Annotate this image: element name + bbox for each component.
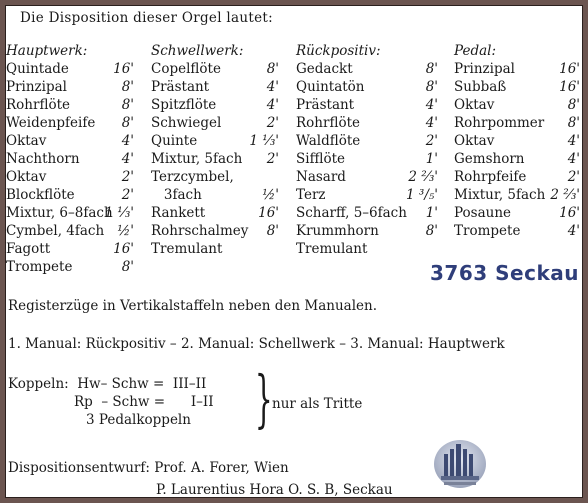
stop-pitch: 8' (425, 61, 438, 77)
stop-row (296, 240, 438, 258)
stop-name: Oktav (454, 133, 495, 149)
stop-pitch: 16' (113, 241, 134, 257)
stop-name: Spitzflöte (151, 97, 217, 113)
stop-name: Copelflöte (151, 61, 221, 77)
stop-name: Prästant (151, 79, 210, 95)
stop-name: Oktav (454, 97, 495, 113)
stop-row (6, 204, 134, 222)
stop-name: Terzcymbel, (151, 169, 234, 185)
division-pedal (454, 42, 580, 240)
coupler-line: 3 Pedalkoppeln (86, 412, 191, 428)
stop-pitch: 8' (121, 259, 134, 275)
stop-name: Nachthorn (6, 151, 80, 167)
stop-row (454, 150, 580, 168)
stop-name: Mixtur, 5fach (151, 151, 243, 167)
stop-pitch: 2' (567, 169, 580, 185)
stop-pitch: 4' (425, 115, 438, 131)
stop-row (454, 186, 580, 204)
stop-pitch: 16' (113, 61, 134, 77)
stop-row (151, 222, 279, 240)
stop-pitch: 8' (121, 79, 134, 95)
stop-pitch: 16' (559, 61, 580, 77)
stop-pitch: 2' (266, 151, 279, 167)
coupler-line: Koppeln: Hw– Schw = III–II (8, 376, 207, 392)
stop-row (151, 150, 279, 168)
stop-name: Quinte (151, 133, 198, 149)
stop-name: Prinzipal (454, 61, 515, 77)
coupler-line: Rp – Schw = I–II (74, 394, 214, 410)
stop-name: Sifflöte (296, 151, 346, 167)
stop-name: Trompete (454, 223, 521, 239)
stop-row (151, 168, 279, 186)
couplers-block (8, 375, 214, 429)
stop-pitch: 8' (567, 97, 580, 113)
division-title: Rückpositiv: (296, 43, 381, 59)
stop-row (6, 78, 134, 96)
division-schwellwerk (151, 42, 279, 258)
stop-pitch: ½' (262, 187, 279, 203)
stop-name: Krummhorn (296, 223, 379, 239)
stop-row (151, 96, 279, 114)
stop-pitch: 1' (425, 205, 438, 221)
organ-pipes-emblem-icon (432, 438, 488, 490)
stop-name: Rankett (151, 205, 206, 221)
manuals-line: 1. Manual: Rückpositiv – 2. Manual: Schellwerk – 3. Manual: Hauptwerk (8, 336, 505, 352)
stop-row (454, 60, 580, 78)
stop-row (6, 240, 134, 258)
stop-row (151, 114, 279, 132)
stop-name: Rohrschalmey (151, 223, 249, 239)
stop-name: Mixtur, 5fach (454, 187, 546, 203)
stop-row (6, 96, 134, 114)
stop-row (151, 60, 279, 78)
stop-row (296, 168, 438, 186)
stop-name: Rohrpommer (454, 115, 545, 131)
stop-row (454, 78, 580, 96)
stop-name: Tremulant (296, 241, 368, 257)
stop-row (296, 114, 438, 132)
stop-name: Scharff, 5–6fach (296, 205, 407, 221)
stop-pitch: 1 ⅓' (104, 205, 134, 221)
stop-pitch: 4' (567, 133, 580, 149)
stop-row (296, 186, 438, 204)
stop-pitch: 16' (258, 205, 279, 221)
stop-name: Rohrpfeife (454, 169, 527, 185)
division-hauptwerk (6, 42, 134, 276)
stop-name: Gemshorn (454, 151, 525, 167)
stop-row (151, 132, 279, 150)
stop-row (6, 60, 134, 78)
stop-pitch: 8' (266, 223, 279, 239)
stop-pitch: 8' (121, 97, 134, 113)
division-title: Pedal: (454, 43, 497, 59)
stop-name: Quintatön (296, 79, 365, 95)
location-logo: 3763 Seckau (430, 261, 579, 285)
stop-row (6, 150, 134, 168)
stop-row (454, 96, 580, 114)
stop-pitch: 16' (559, 79, 580, 95)
stop-pitch: 1 ⅓' (249, 133, 279, 149)
stop-name: Oktav (6, 133, 47, 149)
stop-pitch: 2' (121, 169, 134, 185)
stop-name: Blockflöte (6, 187, 75, 203)
design-credit-name: P. Laurentius Hora O. S. B, Seckau (156, 482, 393, 498)
stop-name: Subbaß (454, 79, 507, 95)
stop-row (6, 186, 134, 204)
stop-pitch: 8' (425, 79, 438, 95)
stop-name: Nasard (296, 169, 346, 185)
stop-name: Quintade (6, 61, 69, 77)
stop-row (454, 222, 580, 240)
stop-name: Trompete (6, 259, 73, 275)
stop-row (151, 204, 279, 222)
stop-row (296, 96, 438, 114)
stop-pitch: 8' (567, 115, 580, 131)
stop-row (296, 78, 438, 96)
document-heading: Die Disposition dieser Orgel lautet: (20, 10, 273, 26)
stop-pitch: 4' (266, 97, 279, 113)
stop-row (6, 258, 134, 276)
brace-symbol: } (254, 362, 273, 435)
stop-row (6, 222, 134, 240)
stop-row (296, 222, 438, 240)
stop-name: 3fach (151, 187, 202, 203)
stop-pitch: 16' (559, 205, 580, 221)
stop-row (454, 132, 580, 150)
stop-name: Oktav (6, 169, 47, 185)
division-title: Hauptwerk: (6, 43, 88, 59)
stop-name: Prinzipal (6, 79, 67, 95)
stop-pitch: ½' (117, 223, 134, 239)
stop-pitch: 4' (121, 151, 134, 167)
stop-pitch: 8' (121, 115, 134, 131)
stop-name: Cymbel, 4fach (6, 223, 105, 239)
stop-row (454, 168, 580, 186)
stop-pitch: 8' (266, 61, 279, 77)
stop-name: Rohrflöte (296, 115, 360, 131)
stop-row (151, 78, 279, 96)
stop-row (296, 60, 438, 78)
stop-pitch: 4' (425, 97, 438, 113)
stop-row (151, 186, 279, 204)
stop-pitch: 1 ³/₅' (406, 187, 438, 203)
stop-pitch: 2 ⅔' (550, 187, 580, 203)
couplers-note: nur als Tritte (272, 396, 363, 412)
stop-name: Rohrflöte (6, 97, 70, 113)
register-note: Registerzüge in Vertikalstaffeln neben den Manualen. (8, 298, 377, 314)
stop-pitch: 4' (567, 151, 580, 167)
division-rueckpositiv (296, 42, 438, 258)
stop-row (151, 240, 279, 258)
stop-pitch: 1' (425, 151, 438, 167)
stop-row (296, 150, 438, 168)
stop-name: Gedackt (296, 61, 353, 77)
stop-name: Mixtur, 6–8fach (6, 205, 113, 221)
stop-row (6, 132, 134, 150)
stop-row (454, 114, 580, 132)
stop-name: Posaune (454, 205, 512, 221)
stop-row (6, 168, 134, 186)
stop-pitch: 2' (121, 187, 134, 203)
stop-pitch: 2 ⅔' (408, 169, 438, 185)
stop-pitch: 4' (266, 79, 279, 95)
stop-name: Fagott (6, 241, 51, 257)
stop-row (454, 204, 580, 222)
design-credit: Dispositionsentwurf: Prof. A. Forer, Wien (8, 460, 289, 476)
stop-row (296, 132, 438, 150)
stop-name: Prästant (296, 97, 355, 113)
stop-row (296, 204, 438, 222)
stop-name: Schwiegel (151, 115, 222, 131)
stop-name: Weidenpfeife (6, 115, 96, 131)
stop-name: Waldflöte (296, 133, 361, 149)
stop-pitch: 4' (567, 223, 580, 239)
stop-pitch: 8' (425, 223, 438, 239)
stop-pitch: 2' (425, 133, 438, 149)
stop-name: Terz (296, 187, 326, 203)
stop-pitch: 2' (266, 115, 279, 131)
stop-row (6, 114, 134, 132)
stop-name: Tremulant (151, 241, 223, 257)
stop-pitch: 4' (121, 133, 134, 149)
division-title: Schwellwerk: (151, 43, 244, 59)
